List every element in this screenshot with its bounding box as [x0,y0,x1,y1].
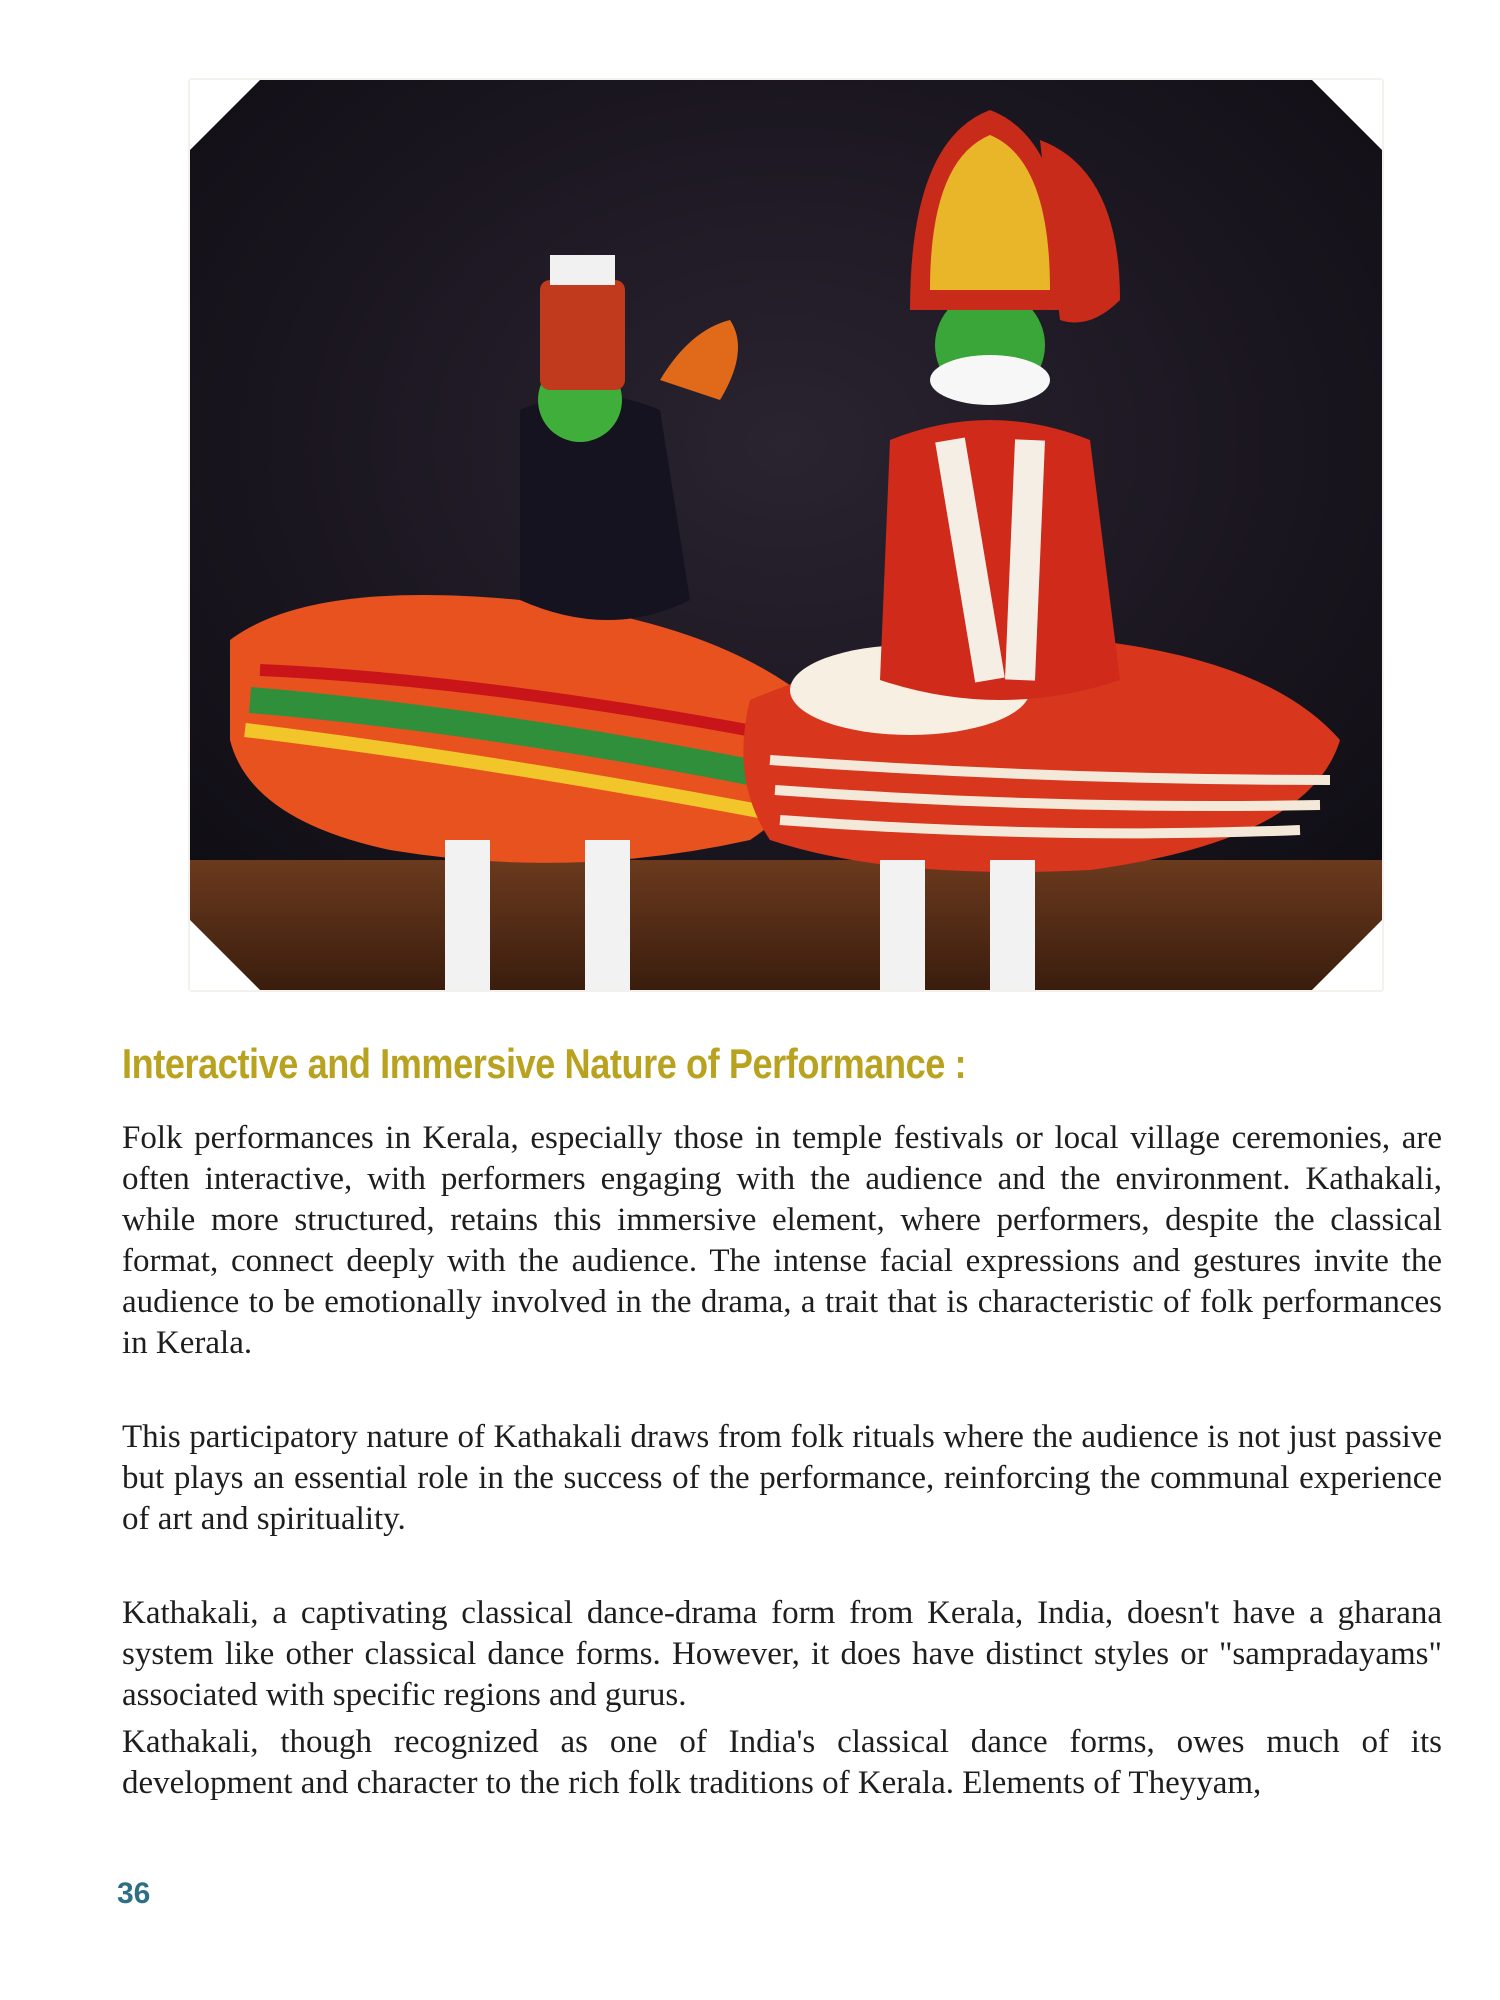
paragraph-4: Kathakali, though recognized as one of India's classical dance forms, owes much of its development and character to the rich folk traditions of Kerala. Elements of Theyyam, [122,1724,1442,1801]
paragraph-1: Folk performances in Kerala, especially those in temple festivals or local village ceremonies, are often interactive, with performers engaging with the audience and the environment. Kathakali, while more structured, retains this immersive element, where performers, despite the classical format, connect deeply with the audience. The intense facial expressions and gestures invite the audience to be emotionally involved in the drama, a trait that is characteristic of folk performances in Kerala. [122,1120,1442,1361]
kathakali-performers-icon [190,80,1382,990]
page-number: 36 [117,1877,151,1910]
paragraph-3: Kathakali, a captivating classical dance-drama form from Kerala, India, doesn't have a gharana system like other classical dance forms. However, it does have distinct styles or "sampradayams" associated with specific regions and gurus. [122,1595,1442,1713]
section-heading: Interactive and Immersive Nature of Performance : [122,1040,967,1087]
kathakali-photo [190,80,1382,990]
paragraph-2: This participatory nature of Kathakali draws from folk rituals where the audience is not just passive but plays an essential role in the success of the performance, reinforcing the communal experience of art and spirituality. [122,1419,1442,1537]
